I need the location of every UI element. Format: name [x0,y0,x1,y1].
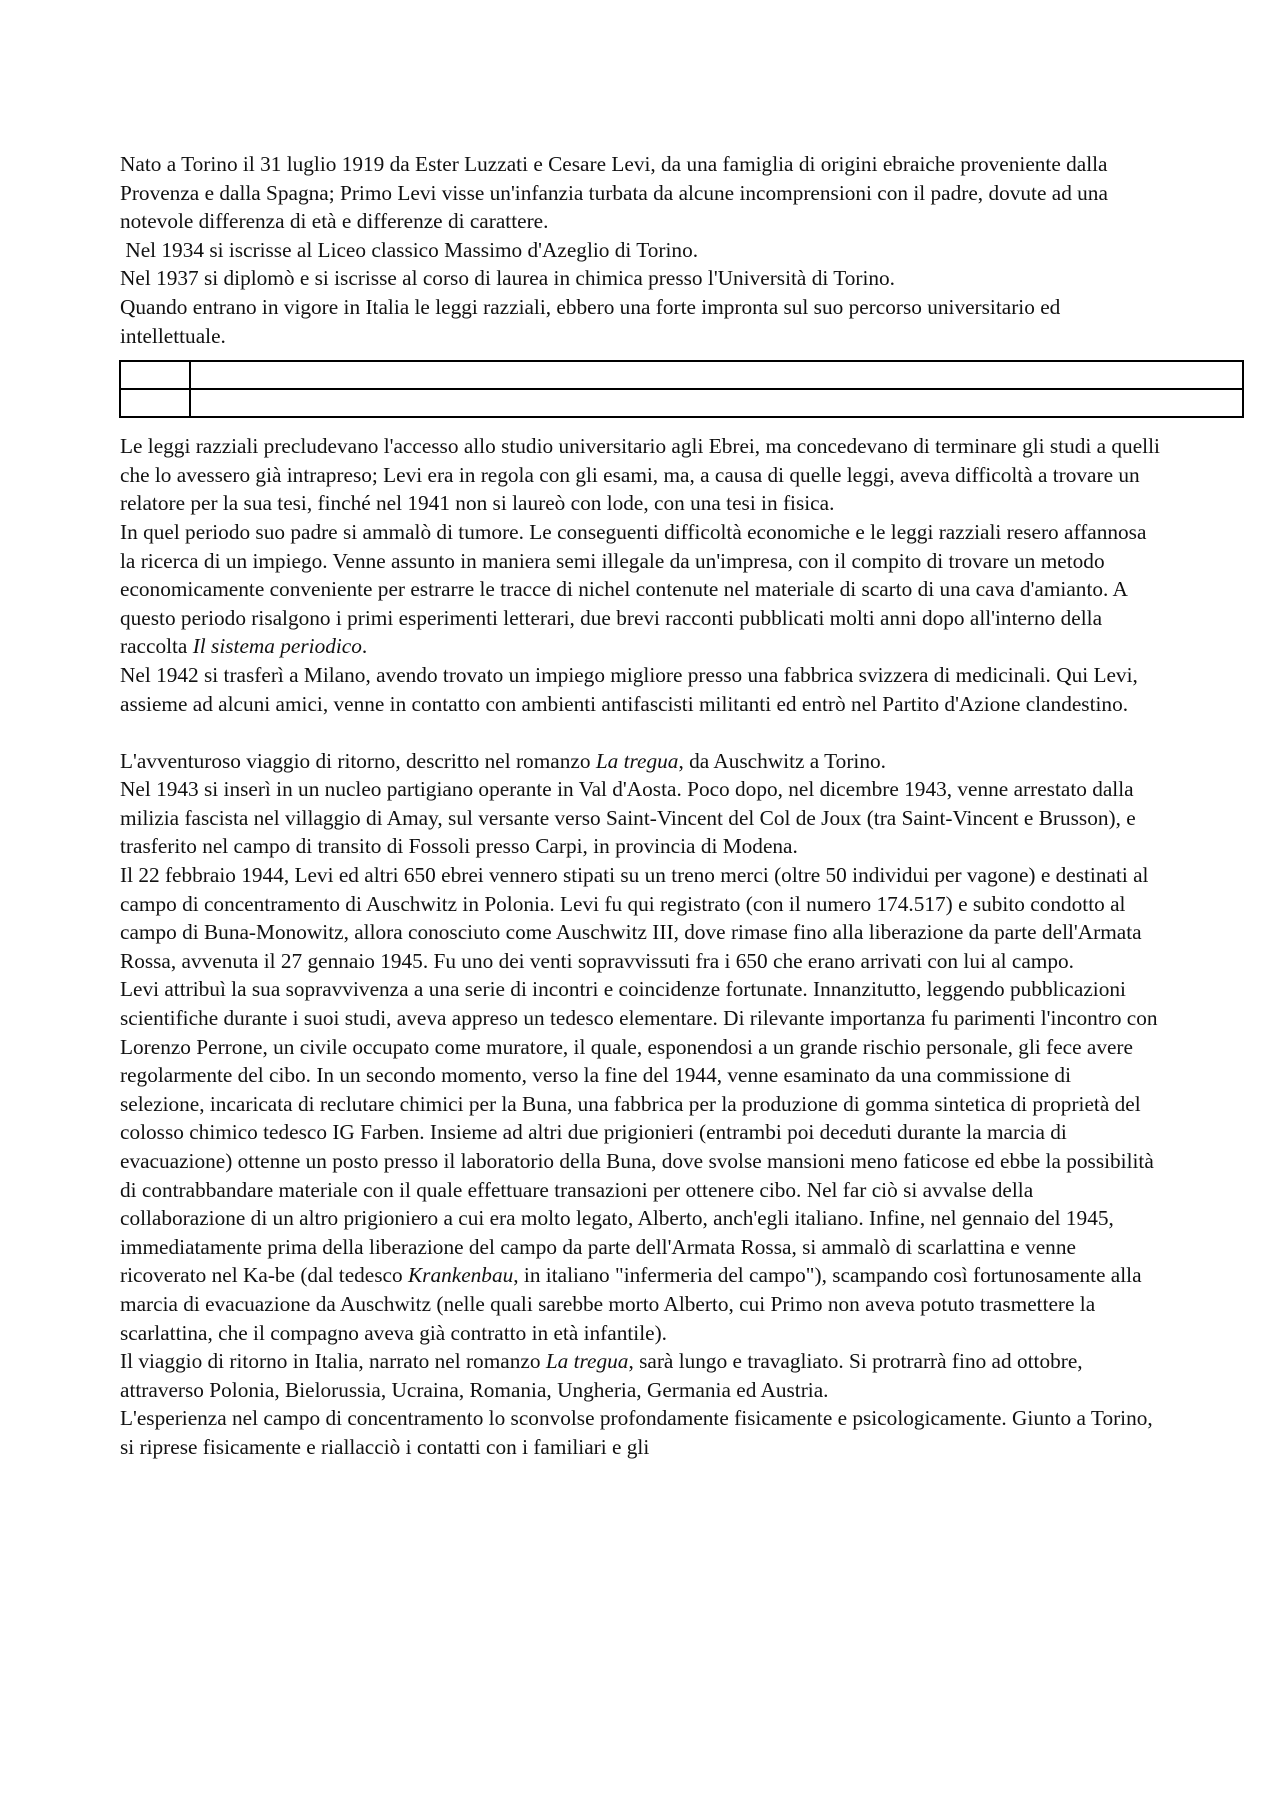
paragraph-text: Il viaggio di ritorno in Italia, narrato nel romanzo [120,1349,546,1374]
intro-paragraph-racial-laws: Quando entrano in vigore in Italia le leggi razziali, ebbero una forte impronta sul suo percorso universitario ed intellettuale. [120,294,1061,348]
paragraph-university: Le leggi razziali precludevano l'accesso allo studio universitario agli Ebrei, ma concedevano di terminare gli studi a quelli che lo avessero già intrapreso; Levi era in regola con gli esami, ma, a causa di quelle leggi, aveva difficoltà a trovare un relatore per la sua tesi, finché nel 1941 non si laureò con lode, con una tesi in fisica. [120,434,1160,516]
table-cell [120,389,190,417]
paragraph-aftermath: L'esperienza nel campo di concentramento lo sconvolse profondamente fisicamente e psicologicamente. Giunto a Torino, si riprese fisicamente e riallacciò i contatti con i familiari e gli [120,1406,1153,1459]
book-title: Il sistema periodico [192,634,362,659]
paragraph-spacer [120,718,1160,747]
paragraph-text: , da Auschwitz a Torino. [678,748,886,773]
paragraph-text: , sarà lungo e travagliato. Si protrarrà fino ad ottobre, attraverso Polonia, Bielorussia, Ucraina, Romania, Ungheria, Germania ed Austria. [120,1349,1083,1402]
empty-table [119,360,1244,418]
table-row [120,389,1243,417]
paragraph-survival [120,975,1160,1347]
paragraph-return-journey [120,747,1160,776]
paragraph-text: In quel periodo suo padre si ammalò di tumore. Le conseguenti difficoltà economiche e le leggi razziali resero affannosa la ricerca di un impiego. Venne assunto in maniera semi illegale da un'impresa, con il compito di trovare un metodo economicamente conveniente per estrarre le tracce di nichel contenute nel materiale di scarto di una cava d'amianto. A questo periodo risalgono i primi esperimenti letterari, due brevi racconti pubblicati molti anni dopo all'interno della raccolta [120,519,1147,659]
table-cell [190,389,1243,417]
book-title: La tregua [545,1349,629,1374]
paragraph-milano: Nel 1942 si trasferì a Milano, avendo trovato un impiego migliore presso una fabbrica svizzera di medicinali. Qui Levi, assieme ad alcuni amici, venne in contatto con ambienti antifascisti militanti ed entrò nel Partito d'Azione clandestino. [120,662,1138,716]
paragraph-deportation: Il 22 febbraio 1944, Levi ed altri 650 ebrei vennero stipati su un treno merci (oltre 50 individui per vagone) e destinati al campo di concentramento di Auschwitz in Polonia. Levi fu qui registrato (con il numero 174.517) e subito condotto al campo di Buna-Monowitz, allora conosciuto come Auschwitz III, dove rimase fino alla liberazione da parte dell'Armata Rossa, avvenuta il 27 gennaio 1945. Fu uno dei venti sopravvissuti fra i 650 che erano arrivati con lui al campo. [120,863,1149,973]
paragraph-text: , in italiano "infermeria del campo"), scampando così fortunosamente alla marcia di evacuazione da Auschwitz (nelle quali sarebbe morto Alberto, cui Primo non aveva potuto trasmettere la scarlattina, che il compagno aveva già contratto in età infantile). [120,1263,1142,1345]
intro-paragraph-liceo: Nel 1934 si iscrisse al Liceo classico Massimo d'Azeglio di Torino. [120,237,699,262]
paragraph-arrest: Nel 1943 si inserì in un nucleo partigiano operante in Val d'Aosta. Poco dopo, nel dicembre 1943, venne arrestato dalla milizia fascista nel villaggio di Amay, sul versante verso Saint-Vincent del Col de Joux (tra Saint-Vincent e Brusson), e trasferito nel campo di transito di Fossoli presso Carpi, in provincia di Modena. [120,777,1136,859]
table-row [120,361,1243,389]
table-cell [190,361,1243,389]
foreign-term: Krankenbau [407,1263,514,1288]
paragraph-first-job [120,518,1160,661]
intro-paragraph-diploma: Nel 1937 si diplomò e si iscrisse al corso di laurea in chimica presso l'Università di Torino. [120,266,895,291]
book-title: La tregua [595,748,679,773]
intro-paragraph-birth: Nato a Torino il 31 luglio 1919 da Ester Luzzati e Cesare Levi, da una famiglia di origini ebraiche proveniente dalla Provenza e dalla Spagna; Primo Levi visse un'infanzia turbata da alcune incomprensioni con il padre, dovute ad una notevole differenza di età e differenze di carattere. [120,152,1108,234]
paragraph-text: L'avventuroso viaggio di ritorno, descritto nel romanzo [120,748,596,773]
paragraph-text: . [361,634,368,659]
paragraph-text: Levi attribuì la sua sopravvivenza a una serie di incontri e coincidenze fortunate. Innanzitutto, leggendo pubblicazioni scientifiche durante i suoi studi, aveva appreso un tedesco elementare. Di rilevante importanza fu parimenti l'incontro con Lorenzo Perrone, un civile occupato come muratore, il quale, esponendosi a un grande rischio personale, gli fece avere regolarmente del cibo. In un secondo momento, verso la fine del 1944, venne esaminato da una commissione di selezione, incaricata di reclutare chimici per la Buna, una fabbrica per la produzione di gomma sintetica di proprietà del colosso chimico tedesco IG Farben. Insieme ad altri due prigionieri (entrambi poi deceduti durante la marcia di evacuazione) ottenne un posto presso il laboratorio della Buna, dove svolse mansioni meno faticose ed ebbe la possibilità di contrabbandare materiale con il quale effettuare transazioni per ottenere cibo. Nel far ciò si avvalse della collaborazione di un altro prigioniero a cui era molto legato, Alberto, anch'egli italiano. Infine, nel gennaio del 1945, immediatamente prima della liberazione del campo da parte dell'Armata Rossa, si ammalò di scarlattina e venne ricoverato nel Ka-be (dal tedesco [120,977,1158,1288]
table-cell [120,361,190,389]
paragraph-journey-home [120,1347,1160,1404]
document-page [120,150,1160,1462]
